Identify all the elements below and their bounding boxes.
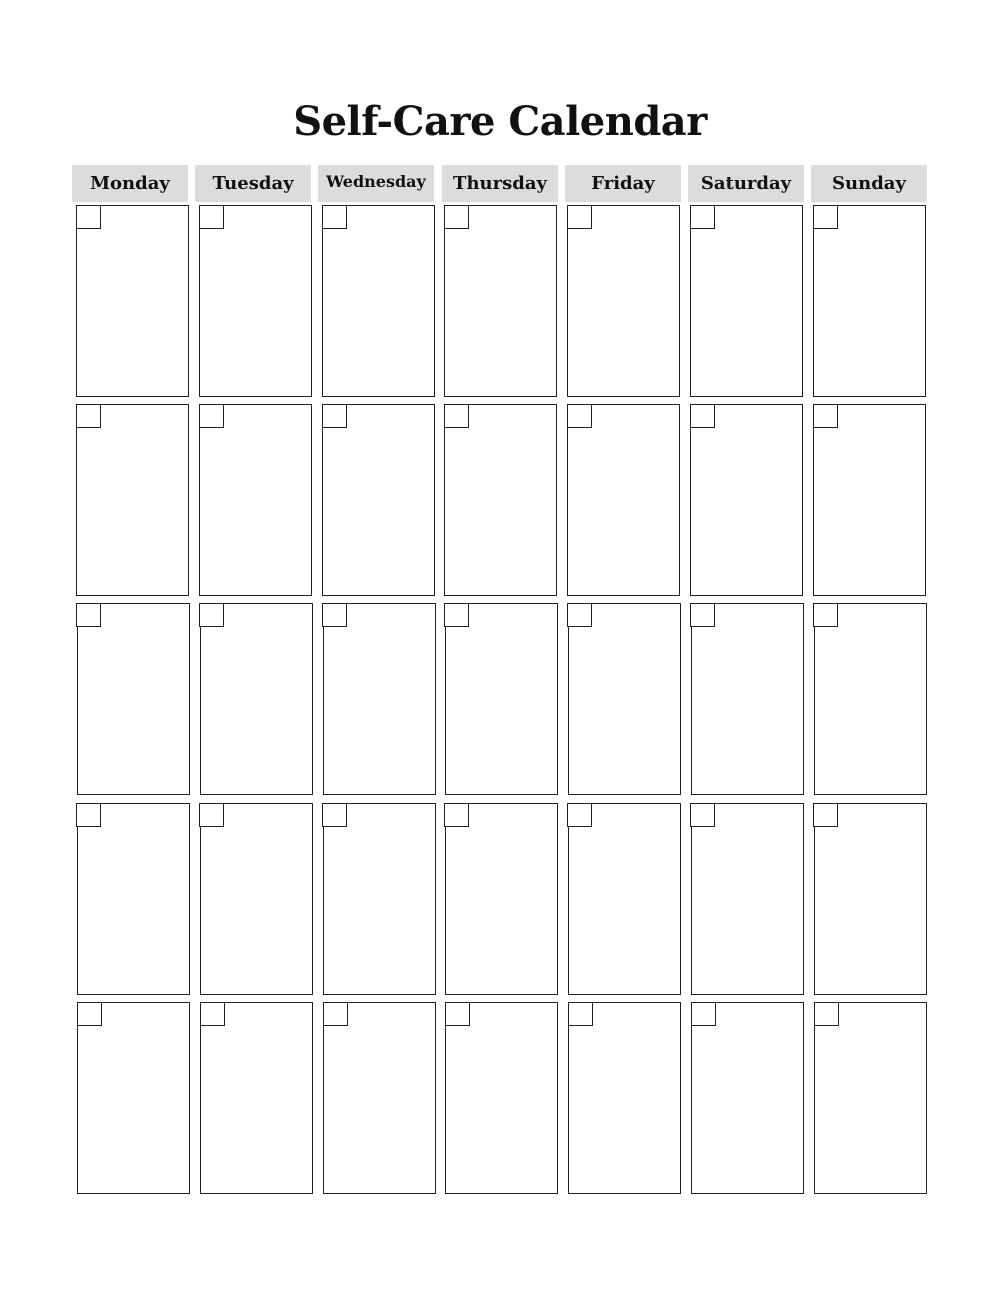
day-checkbox[interactable] (323, 1002, 348, 1026)
day-checkbox[interactable] (690, 205, 715, 229)
day-cell-tuesday-week-1[interactable] (199, 205, 312, 397)
day-cell-sunday-week-4[interactable] (814, 803, 927, 995)
day-cell-thursday-week-1[interactable] (444, 205, 557, 397)
day-header-friday: Friday (565, 165, 681, 202)
day-cell-wednesday-week-5[interactable] (323, 1002, 436, 1194)
day-checkbox[interactable] (444, 205, 469, 229)
day-checkbox[interactable] (76, 404, 101, 428)
day-header-thursday: Thursday (442, 165, 558, 202)
day-checkbox[interactable] (690, 603, 715, 627)
day-checkbox[interactable] (813, 803, 838, 827)
day-checkbox[interactable] (813, 404, 838, 428)
day-checkbox[interactable] (690, 404, 715, 428)
day-checkbox[interactable] (199, 404, 224, 428)
day-cell-friday-week-5[interactable] (568, 1002, 681, 1194)
day-checkbox[interactable] (813, 205, 838, 229)
day-checkbox[interactable] (568, 1002, 593, 1026)
day-cell-saturday-week-3[interactable] (691, 603, 804, 795)
day-cell-friday-week-4[interactable] (568, 803, 681, 995)
day-cell-sunday-week-1[interactable] (813, 205, 926, 397)
day-checkbox[interactable] (813, 603, 838, 627)
day-checkbox[interactable] (199, 603, 224, 627)
page-title: Self-Care Calendar (293, 98, 707, 145)
day-cell-sunday-week-3[interactable] (814, 603, 927, 795)
day-cell-tuesday-week-4[interactable] (200, 803, 313, 995)
day-checkbox[interactable] (76, 603, 101, 627)
day-cell-saturday-week-5[interactable] (691, 1002, 804, 1194)
day-cell-monday-week-4[interactable] (77, 803, 190, 995)
day-cell-sunday-week-2[interactable] (813, 404, 926, 596)
day-checkbox[interactable] (199, 803, 224, 827)
day-checkbox[interactable] (690, 803, 715, 827)
day-cell-wednesday-week-3[interactable] (323, 603, 436, 795)
day-header-wednesday: Wednesday (318, 165, 434, 202)
day-checkbox[interactable] (691, 1002, 716, 1026)
day-cell-thursday-week-3[interactable] (445, 603, 558, 795)
day-cell-friday-week-2[interactable] (567, 404, 680, 596)
day-checkbox[interactable] (77, 1002, 102, 1026)
day-checkbox[interactable] (567, 404, 592, 428)
day-header-saturday: Saturday (688, 165, 804, 202)
day-header-sunday: Sunday (811, 165, 927, 202)
day-cell-friday-week-3[interactable] (568, 603, 681, 795)
day-checkbox[interactable] (322, 603, 347, 627)
day-checkbox[interactable] (200, 1002, 225, 1026)
day-cell-thursday-week-5[interactable] (445, 1002, 558, 1194)
day-checkbox[interactable] (567, 803, 592, 827)
day-checkbox[interactable] (322, 803, 347, 827)
day-checkbox[interactable] (322, 404, 347, 428)
day-cell-friday-week-1[interactable] (567, 205, 680, 397)
day-checkbox[interactable] (814, 1002, 839, 1026)
day-cell-monday-week-5[interactable] (77, 1002, 190, 1194)
day-header-monday: Monday (72, 165, 188, 202)
day-checkbox[interactable] (445, 1002, 470, 1026)
day-checkbox[interactable] (322, 205, 347, 229)
day-checkbox[interactable] (76, 205, 101, 229)
day-checkbox[interactable] (567, 205, 592, 229)
day-checkbox[interactable] (444, 404, 469, 428)
day-cell-monday-week-1[interactable] (76, 205, 189, 397)
day-cell-tuesday-week-2[interactable] (199, 404, 312, 596)
day-checkbox[interactable] (76, 803, 101, 827)
day-cell-saturday-week-1[interactable] (690, 205, 803, 397)
day-checkbox[interactable] (567, 603, 592, 627)
day-checkbox[interactable] (444, 803, 469, 827)
day-cell-thursday-week-4[interactable] (445, 803, 558, 995)
day-header-tuesday: Tuesday (195, 165, 311, 202)
day-cell-saturday-week-2[interactable] (690, 404, 803, 596)
day-cell-monday-week-3[interactable] (77, 603, 190, 795)
day-cell-wednesday-week-1[interactable] (322, 205, 435, 397)
day-cell-sunday-week-5[interactable] (814, 1002, 927, 1194)
day-cell-tuesday-week-5[interactable] (200, 1002, 313, 1194)
day-cell-wednesday-week-2[interactable] (322, 404, 435, 596)
day-checkbox[interactable] (199, 205, 224, 229)
day-cell-tuesday-week-3[interactable] (200, 603, 313, 795)
day-cell-monday-week-2[interactable] (76, 404, 189, 596)
day-cell-wednesday-week-4[interactable] (323, 803, 436, 995)
day-checkbox[interactable] (444, 603, 469, 627)
day-cell-thursday-week-2[interactable] (444, 404, 557, 596)
day-cell-saturday-week-4[interactable] (691, 803, 804, 995)
